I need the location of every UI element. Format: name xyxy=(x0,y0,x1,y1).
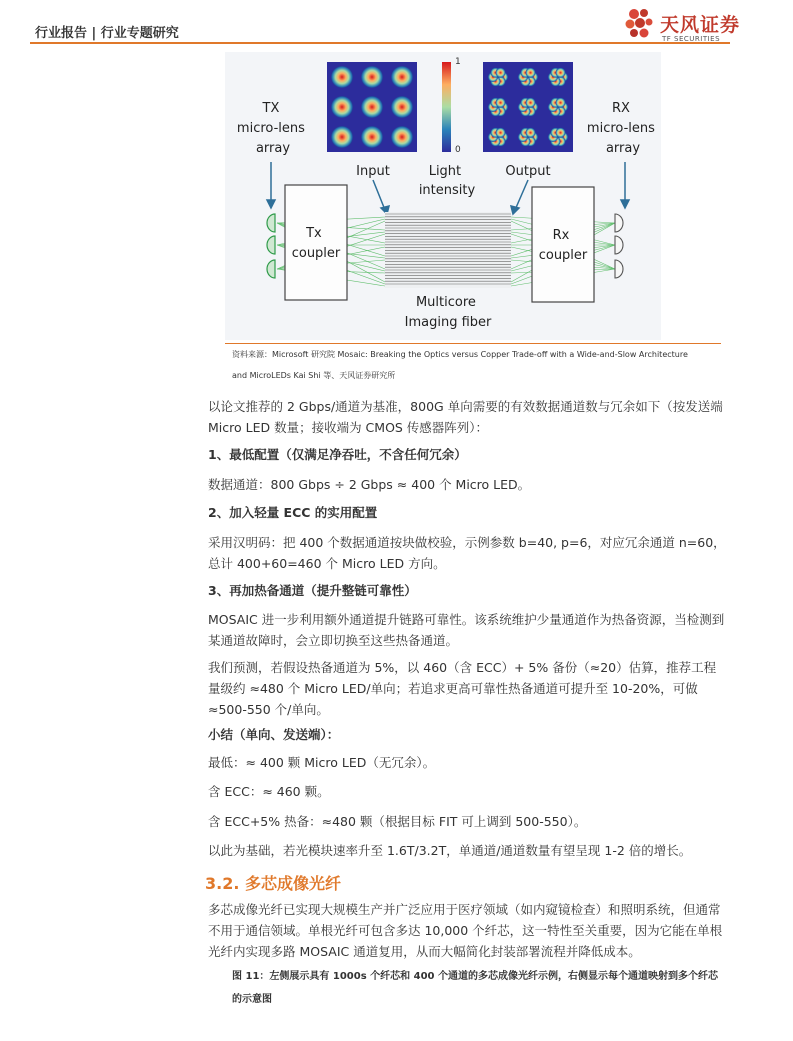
forecast-paragraph: 我们预测，若假设热备通道为 5%，以 460（含 ECC）+ 5% 备份（≈20）估算，推荐工程量级约 ≈480 个 Micro LED/单向；若追求更高可靠性热备通道可提升至 10-20%，可做≈500-550 个/单向。 xyxy=(208,660,717,717)
light-intensity-label: Light intensity xyxy=(418,164,476,198)
logo-cn: 天风证券 xyxy=(660,14,741,36)
ecc-config-text: 采用汉明码：把 400 个数据通道按块做校验，示例参数 b=40, p=6，对应冗余通道 n=60，总计 400+60=460 个 Micro LED 方向。 xyxy=(208,535,726,571)
company-logo xyxy=(620,4,740,44)
output-label: Output xyxy=(505,164,551,179)
figure-divider xyxy=(225,343,721,344)
fiber-label: Multicore Imaging fiber xyxy=(404,295,492,330)
tx-coupler-box xyxy=(285,185,347,300)
figure-caption: 图 11：左侧展示具有 1000s 个纤芯和 400 个通道的多芯成像光纤示例，右侧显示每个通道映射到多个纤芯的示意图 xyxy=(232,971,718,1005)
hot-spare-text: MOSAIC 进一步利用额外通道提升链路可靠性。该系统维护少量通道作为热备资源，当检测到某通道故障时，会立即切换至这些热备通道。 xyxy=(208,612,725,648)
rx-coupler-box xyxy=(532,187,594,302)
colorbar-min: 0 xyxy=(455,145,461,155)
fiber-diagram xyxy=(225,52,661,340)
rx-coupler-label: Rx coupler xyxy=(538,228,588,263)
heading-min-config: 1、最低配置（仅满足净吞吐，不含任何冗余） xyxy=(208,447,467,462)
summary-heading: 小结（单向、发送端）： xyxy=(208,727,340,742)
intro-paragraph: 以论文推荐的 2 Gbps/通道为基准，800G 单向需要的有效数据通道数与冗余如下（按发送端 Micro LED 数量；接收端为 CMOS 传感器阵列）： xyxy=(208,399,723,435)
summary-min: 最低：≈ 400 颗 Micro LED（无冗余）。 xyxy=(208,755,436,770)
rx-lens-array xyxy=(615,214,623,278)
fiber-figure xyxy=(225,52,661,340)
colorbar-max: 1 xyxy=(455,57,461,67)
logo-en: TF SECURITIES xyxy=(662,35,721,43)
output-heatmap xyxy=(483,62,573,152)
summary-ecc-spare: 含 ECC+5% 热备：≈480 颗（根据目标 FIT 可上调到 500-550）。 xyxy=(208,814,587,829)
summary-ecc: 含 ECC：≈ 460 颗。 xyxy=(208,784,330,799)
section-paragraph: 多芯成像光纤已实现大规模生产并广泛应用于医疗领域（如内窥镜检查）和照明系统，但通常不用于通信领域。单根光纤可包含多达 10,000 个纤芯，这一特性至关重要，因为它能在单根光纤内实现多路 MOSAIC 通道复用，从而大幅简化封装部署流程并降低成本。 xyxy=(208,902,723,959)
tx-lens-array xyxy=(267,214,275,278)
tx-array-label: TX micro-lens array xyxy=(236,101,305,156)
source-note-line2: and MicroLEDs Kai Shi 等、天风证券研究所 xyxy=(232,371,396,380)
source-note-line1: 资料来源：Microsoft 研究院 Mosaic: Breaking the Optics versus Copper Trade-off with a Wide-and-Slow Architecture xyxy=(232,350,688,359)
growth-paragraph: 以此为基础，若光模块速率升至 1.6T/3.2T，单通道/通道数量有望呈现 1-2 倍的增长。 xyxy=(208,843,692,858)
tx-coupler-label: Tx coupler xyxy=(291,226,341,261)
report-breadcrumb: 行业报告 | 行业专题研究 xyxy=(35,26,179,41)
section-title: 3.2. 多芯成像光纤 xyxy=(205,874,341,893)
heading-ecc-config: 2、加入轻量 ECC 的实用配置 xyxy=(208,505,378,520)
heading-hot-spare: 3、再加热备通道（提升整链可靠性） xyxy=(208,583,417,598)
input-label: Input xyxy=(356,164,390,179)
multicore-fiber xyxy=(385,212,511,288)
min-config-text: 数据通道：800 Gbps ÷ 2 Gbps ≈ 400 个 Micro LED。 xyxy=(208,477,531,492)
input-heatmap xyxy=(327,62,417,152)
logo-mark-icon xyxy=(620,4,660,44)
rx-array-label: RX micro-lens array xyxy=(586,101,655,156)
intensity-colorbar xyxy=(442,62,451,152)
